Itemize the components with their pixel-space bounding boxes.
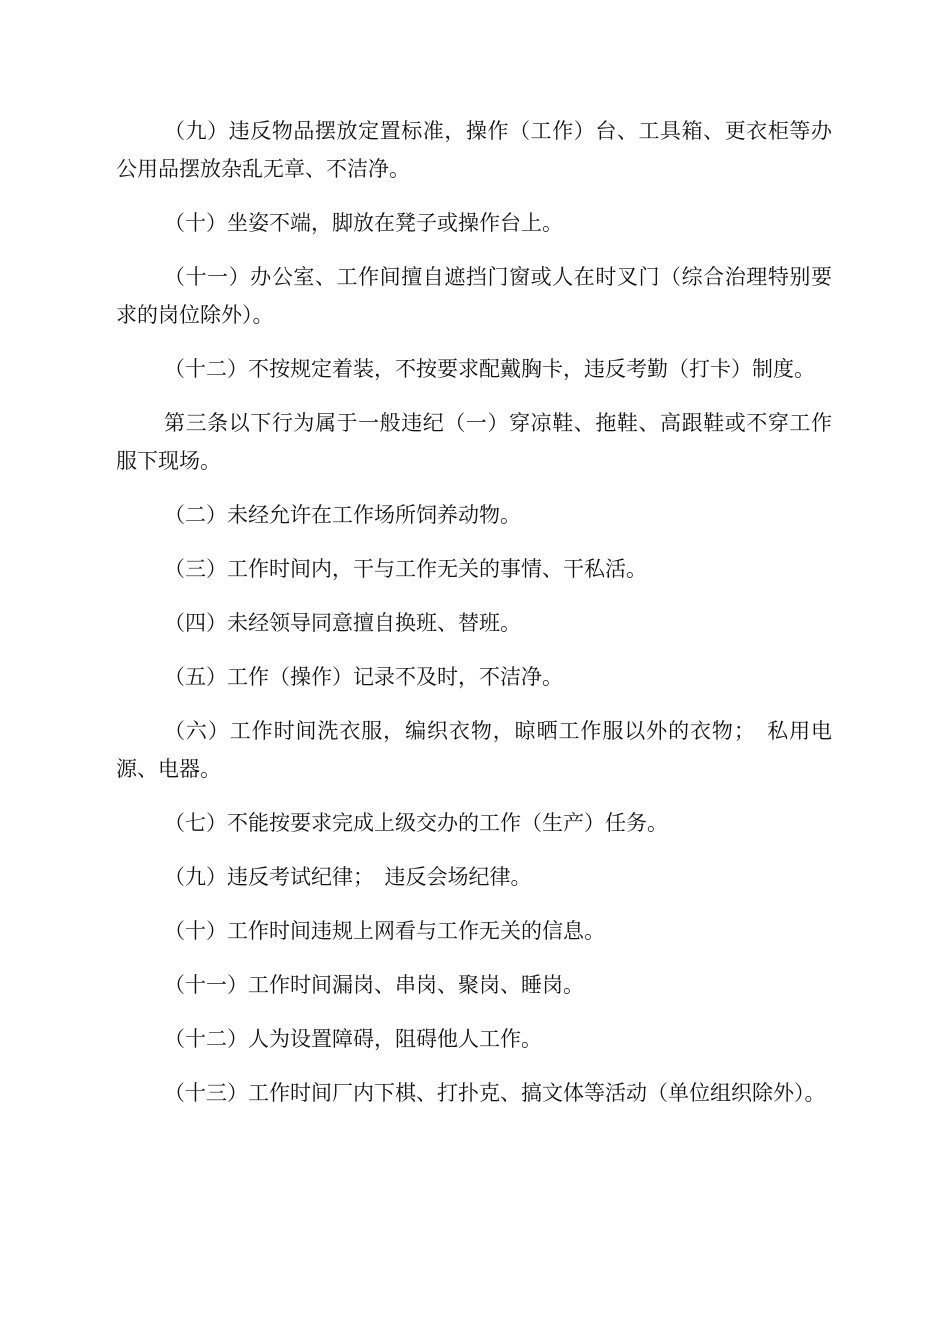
paragraph-item-12-dress: （十二）不按规定着装，不按要求配戴胸卡，违反考勤（打卡）制度。 — [164, 357, 815, 381]
paragraph-item-12-obstruction: （十二）人为设置障碍，阻碍他人工作。 — [164, 1027, 542, 1051]
paragraph-item-2-animals: （二）未经允许在工作场所饲养动物。 — [164, 503, 521, 527]
paragraph-item-6-laundry: （六）工作时间洗衣服，编织衣物，晾晒工作服以外的衣物； 私用电源、电器。 — [116, 719, 832, 781]
paragraph-item-13-games: （十三）工作时间厂内下棋、打扑克、搞文体等活动（单位组织除外）。 — [164, 1081, 826, 1105]
paragraph-item-4-shift-swap: （四）未经领导同意擅自换班、替班。 — [164, 611, 521, 635]
paragraph-item-11-absence: （十一）工作时间漏岗、串岗、聚岗、睡岗。 — [164, 973, 584, 997]
document-body — [116, 112, 832, 1128]
paragraph-item-3-private-work: （三）工作时间内，干与工作无关的事情、干私活。 — [164, 557, 647, 581]
paragraph-article-3: 第三条以下行为属于一般违纪（一）穿凉鞋、拖鞋、高跟鞋或不穿工作服下现场。 — [116, 411, 832, 473]
paragraph-item-10-internet: （十）工作时间违规上网看与工作无关的信息。 — [164, 919, 605, 943]
paragraph-item-11-doors: （十一）办公室、工作间擅自遮挡门窗或人在时叉门（综合治理特别要求的岗位除外）。 — [116, 265, 832, 327]
paragraph-item-5-records: （五）工作（操作）记录不及时，不洁净。 — [164, 665, 563, 689]
paragraph-item-9-exam: （九）违反考试纪律； 违反会场纪律。 — [164, 865, 532, 889]
paragraph-item-10-posture: （十）坐姿不端，脚放在凳子或操作台上。 — [164, 211, 563, 235]
paragraph-item-7-tasks: （七）不能按要求完成上级交办的工作（生产）任务。 — [164, 811, 668, 835]
paragraph-item-9-storage: （九）违反物品摆放定置标准，操作（工作）台、工具箱、更衣柜等办公用品摆放杂乱无章、不洁净。 — [116, 119, 832, 181]
